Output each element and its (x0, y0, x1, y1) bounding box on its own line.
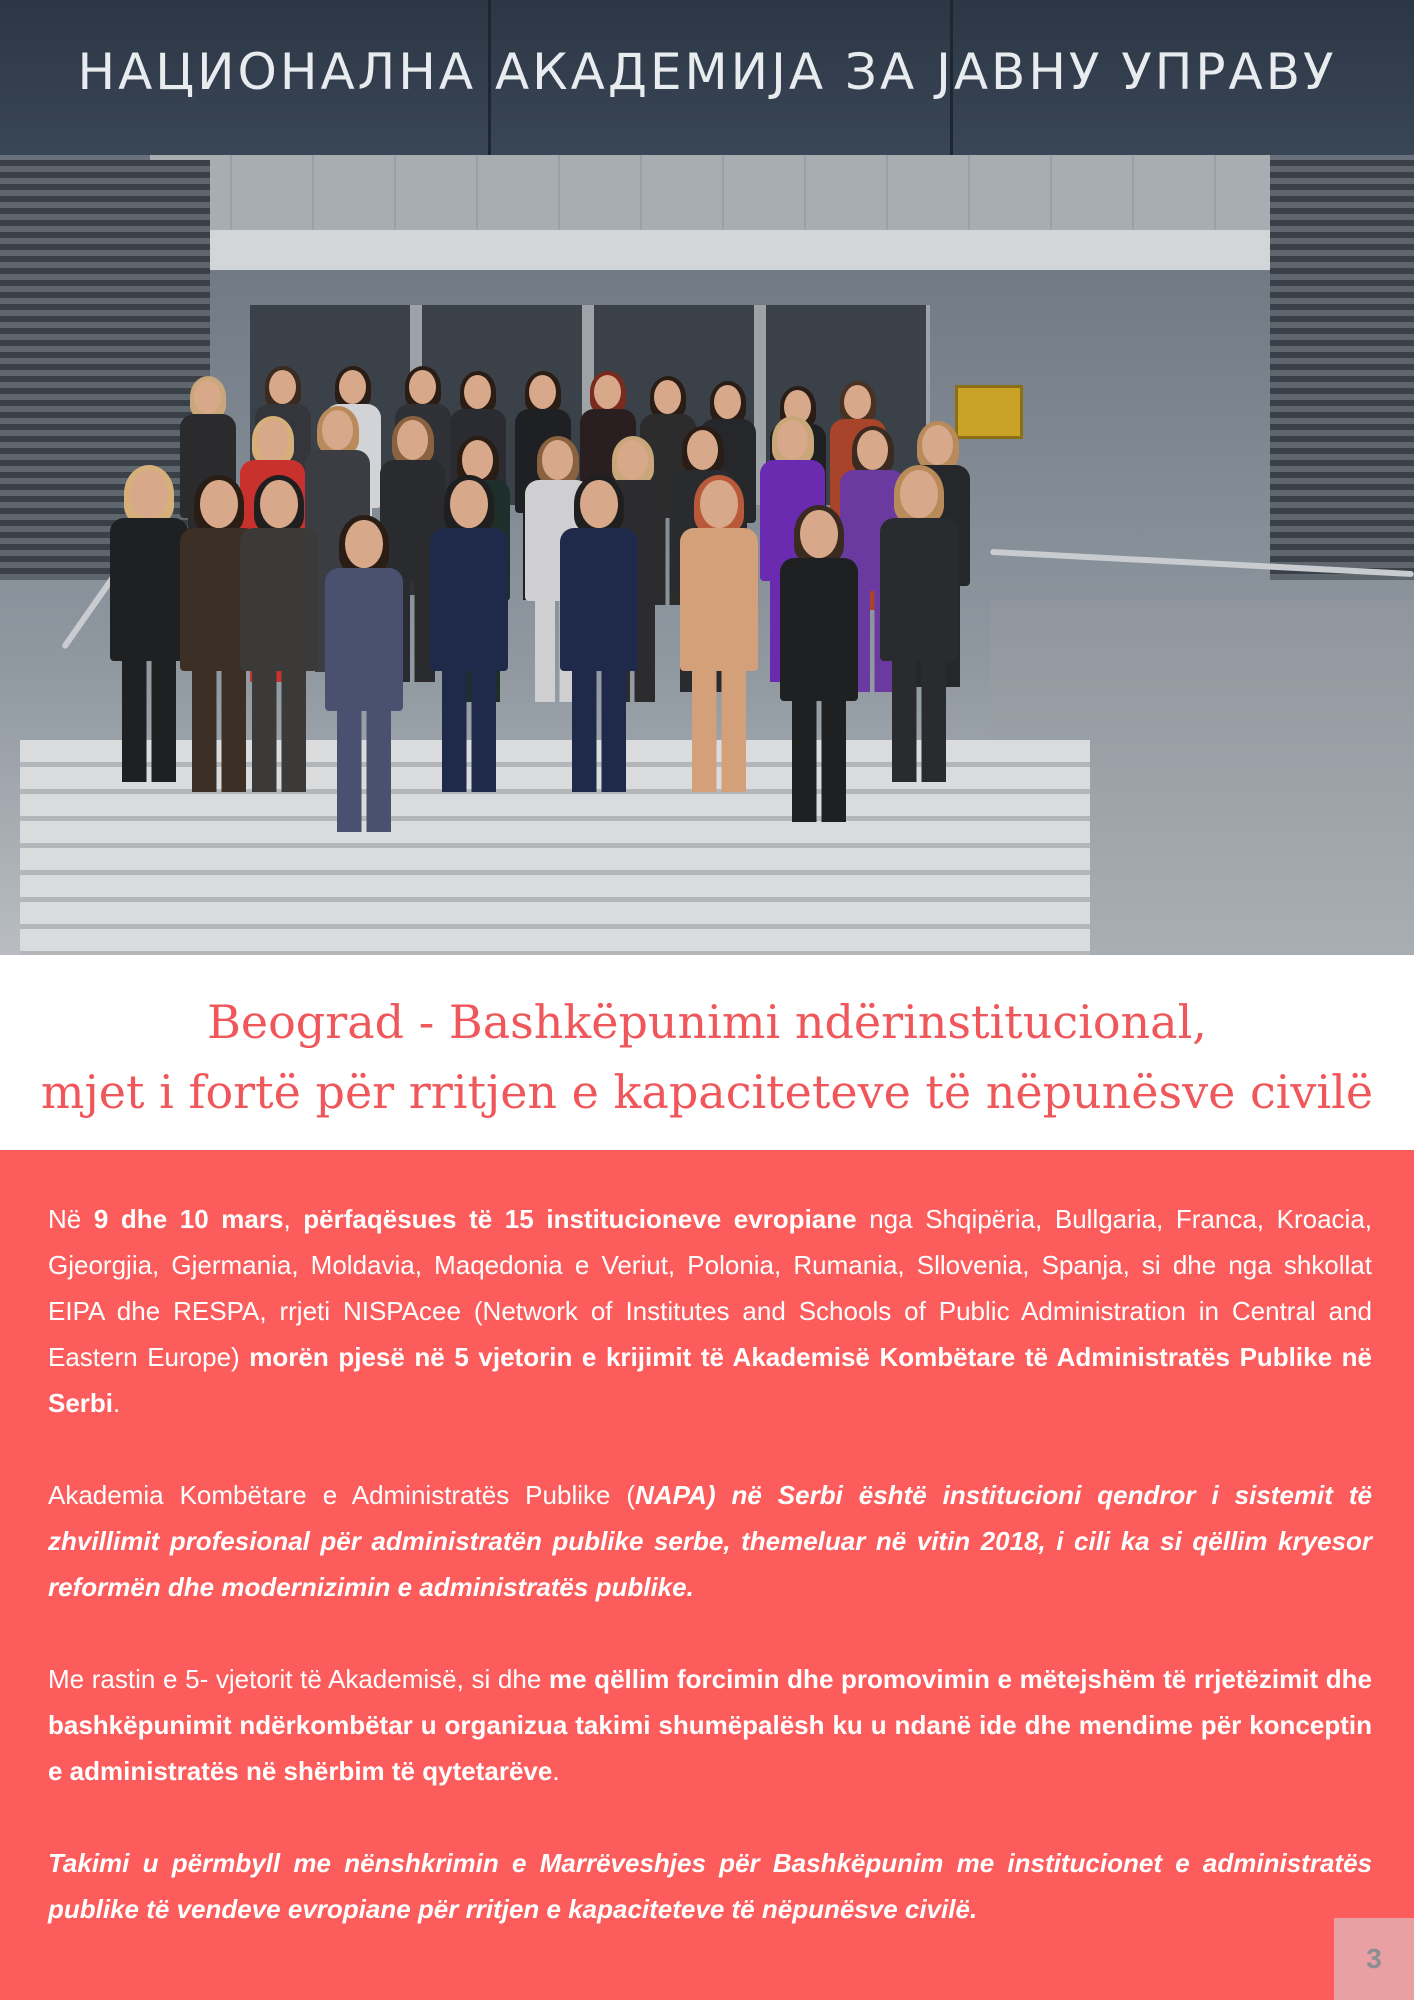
window-blinds-left (0, 160, 210, 580)
canopy-edge (100, 230, 1320, 270)
title-line-1: Beograd - Bashkëpunimi ndërinstitucional, (207, 995, 1207, 1049)
window-blinds-right (1270, 160, 1414, 580)
paragraph-segment: Në (48, 1204, 94, 1234)
paragraph-segment: Takimi u përmbyll me nënshkrimin e Marrëveshjes për Bashkëpunim me institucionet e administratës publike të vendeve evropiane për rritjen e kapaciteteve të nëpunësve civilë. (48, 1848, 1372, 1924)
paragraph-segment: . (552, 1756, 560, 1786)
article-title (0, 955, 1414, 1150)
title-line-2: mjet i fortë për rritjen e kapaciteteve të nëpunësve civilë (40, 1065, 1374, 1119)
paragraph-1 (48, 1196, 1372, 1426)
paragraph-segment: me qëllim forcimin dhe promovimin e mëtejshëm të rrjetëzimit dhe bashkëpunimit ndërkombëtar u organizua takimi shumëpalësh ku u ndanë ide dhe mendime për konceptin e administratës në shërbim të qytetarëve (48, 1664, 1372, 1786)
article-paragraphs (48, 1196, 1372, 1978)
paragraph-segment: , (283, 1204, 304, 1234)
paragraph-segment: nga Shqipëria, Bullgaria, Franca, Kroacia, Gjeorgjia, Gjermania, Moldavia, Maqedonia e Veriut, Polonia, Rumania, Sllovenia, Spanja, si dhe nga shkollat EIPA dhe RESPA, rrjeti NISPAcee (Network of Institutes and Schools of Public Administration in Central and Eastern Europe) (48, 1204, 1373, 1372)
building-sign-text: НАЦИОНАЛНА АКАДЕМИЈА ЗА ЈАВНУ УПРАВУ (77, 42, 1337, 101)
paragraph-2 (48, 1472, 1372, 1610)
institution-plaque (955, 385, 1023, 439)
paragraph-segment: . (113, 1388, 121, 1418)
paragraph-segment: NAPA) në Serbi është institucioni qendror i sistemit të zhvillimit profesional për administratën publike serbe, themeluar në vitin 2018, i cili ka si qëllim kryesor reformën dhe modernizimin e administratës publike. (48, 1480, 1372, 1602)
paragraph-segment: morën pjesë në 5 vjetorin e krijimit të Akademisë Kombëtare të Administratës Publike në Serbi (48, 1342, 1372, 1418)
paragraph-3 (48, 1656, 1372, 1794)
paragraph-segment: përfaqësues të 15 institucioneve evropiane (303, 1204, 857, 1234)
paragraph-segment: 9 dhe 10 mars (93, 1204, 284, 1234)
paragraph-4 (48, 1840, 1372, 1932)
building-sign (0, 0, 1414, 155)
group-photo (0, 0, 1414, 955)
paragraph-segment: Akademia Kombëtare e Administratës Publike ( (48, 1480, 636, 1510)
paragraph-segment: Me rastin e 5- vjetorit të Akademisë, si dhe (48, 1664, 549, 1694)
page-number: 3 (1334, 1918, 1414, 2000)
article-body (0, 1150, 1414, 2000)
